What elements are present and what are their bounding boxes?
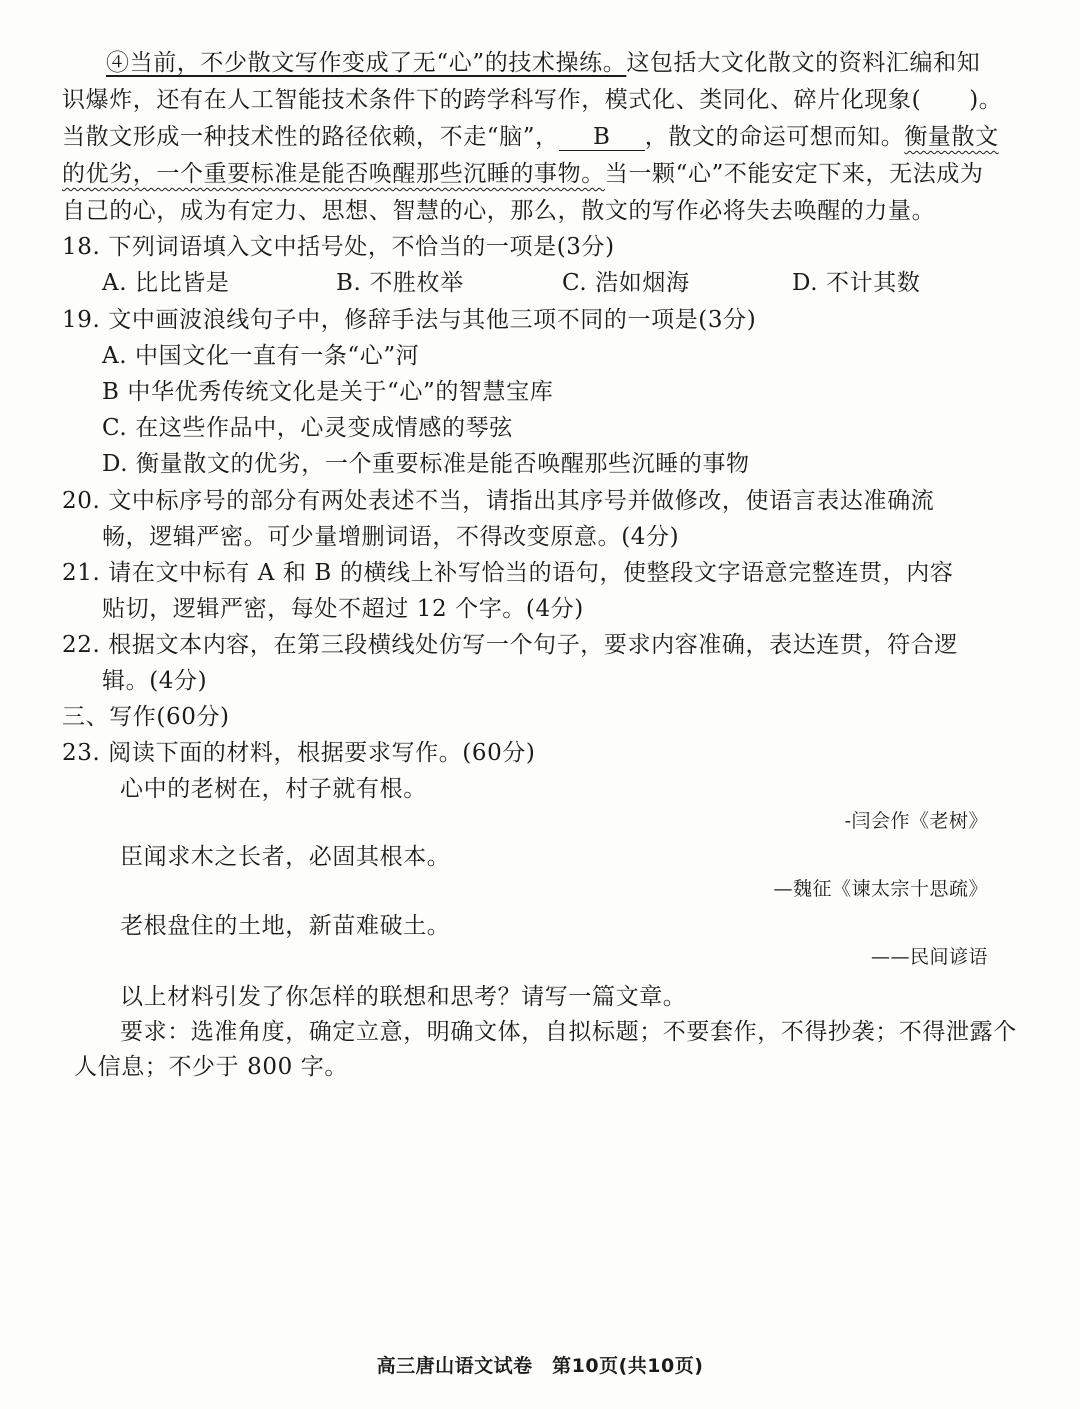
passage-line-4 [62, 159, 984, 189]
question-19: 19. 文中画波浪线句子中，修辞手法与其他三项不同的一项是(3分) [62, 307, 757, 333]
passage-line-2 [62, 85, 1002, 115]
passage-text: 识爆炸，还有在人工智能技术条件下的跨学科写作，模式化、类同化、碎片化现象( [62, 87, 922, 113]
passage-text: )。 [969, 87, 1003, 113]
question-21-cont: 贴切，逻辑严密，每处不超过 12 个字。(4分) [102, 596, 584, 622]
material-source-2: —魏征《谏太宗十思疏》 [773, 878, 988, 900]
underlined-sentence-4: ④当前，不少散文写作变成了无“心”的技术操练。 [106, 50, 627, 76]
material-quote-3: 老根盘住的土地，新苗难破土。 [120, 913, 451, 939]
passage-text: ，散文的命运可想而知。 [644, 124, 905, 150]
passage-line-1 [106, 48, 980, 78]
writing-requirements-cont: 人信息；不少于 800 字。 [74, 1054, 348, 1080]
passage-line-3 [62, 122, 999, 152]
writing-prompt: 以上材料引发了你怎样的联想和思考？请写一篇文章。 [120, 984, 687, 1010]
question-20: 20. 文中标序号的部分有两处表述不当，请指出其序号并做修改，使语言表达准确流 [62, 488, 935, 514]
wavy-sentence-start: 衡量散文 [904, 124, 999, 150]
writing-requirements: 要求：选准角度，确定立意，明确文体，自拟标题；不要套作，不得抄袭；不得泄露个 [120, 1019, 1017, 1045]
q18-option-a: A. 比比皆是 [102, 270, 230, 296]
passage-text: 当一颗“心”不能安定下来，无法成为 [604, 161, 984, 187]
q19-option-d: D. 衡量散文的优劣，一个重要标准是能否唤醒那些沉睡的事物 [102, 451, 750, 477]
section-heading-writing: 三、写作(60分) [62, 704, 230, 730]
q18-option-c: C. 浩如烟海 [562, 270, 690, 296]
question-23: 23. 阅读下面的材料，根据要求写作。(60分) [62, 740, 536, 766]
wavy-sentence-end: 的优劣，一个重要标准是能否唤醒那些沉睡的事物。 [62, 161, 605, 187]
question-22-cont: 辑。(4分) [102, 668, 208, 694]
q19-option-b: B 中华优秀传统文化是关于“心”的智慧宝库 [102, 379, 554, 405]
question-22: 22. 根据文本内容，在第三段横线处仿写一个句子，要求内容准确，表达连贯，符合逻 [62, 632, 958, 658]
question-21: 21. 请在文中标有 A 和 B 的横线上补写恰当的语句，使整段文字语意完整连贯，内容 [62, 560, 954, 586]
q19-option-a: A. 中国文化一直有一条“心”河 [102, 343, 420, 369]
material-source-3: ——民间谚语 [870, 946, 988, 968]
blank-b: B [559, 124, 645, 151]
page-footer: 高三唐山语文试卷 第10页(共10页) [376, 1355, 704, 1377]
question-18: 18. 下列词语填入文中括号处，不恰当的一项是(3分) [62, 234, 615, 260]
q18-option-d: D. 不计其数 [792, 270, 921, 296]
passage-text: 当散文形成一种技术性的路径依赖，不走“脑”， [62, 124, 559, 150]
passage-line-5: 自己的心，成为有定力、思想、智慧的心，那么，散文的写作必将失去唤醒的力量。 [62, 198, 936, 224]
q18-option-b: B. 不胜枚举 [336, 270, 464, 296]
passage-text: 这包括大文化散文的资料汇编和知 [626, 50, 981, 76]
material-source-1: -闫会作《老树》 [844, 810, 988, 832]
q19-option-c: C. 在这些作品中，心灵变成情感的琴弦 [102, 415, 513, 441]
material-quote-1: 心中的老树在，村子就有根。 [120, 776, 427, 802]
material-quote-2: 臣闻求木之长者，必固其根本。 [120, 844, 451, 870]
question-20-cont: 畅，逻辑严密。可少量增删词语，不得改变原意。(4分) [102, 524, 680, 550]
